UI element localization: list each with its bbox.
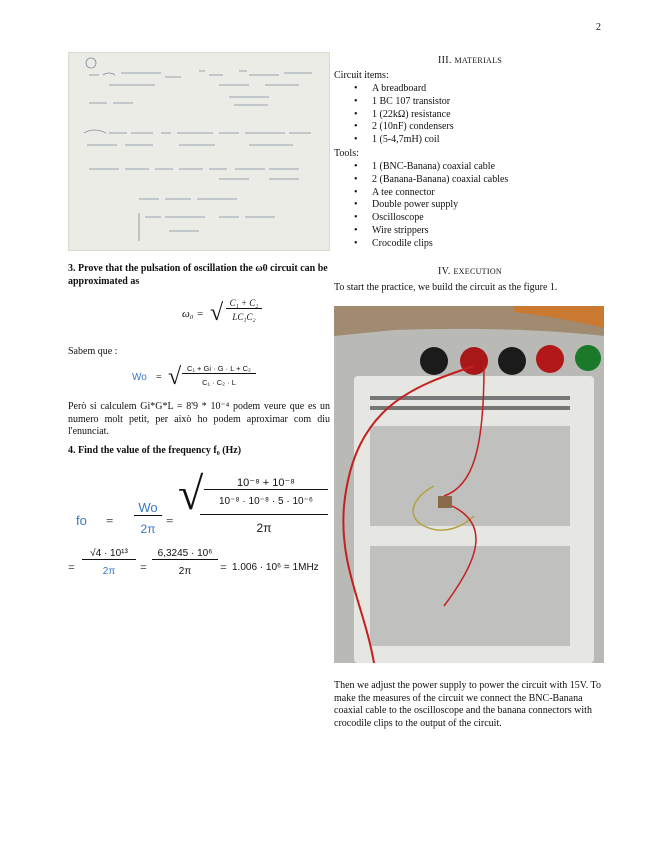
execution-title: EXECUTION xyxy=(453,267,502,276)
sqrt-result-numerator: √4 · 10¹³ xyxy=(82,548,136,560)
wo-numerator: Wo xyxy=(134,500,162,516)
question-4-title: 4. Find the value of the frequency f₀ (Hz) xyxy=(68,445,242,456)
wo-denominator: C₁ · C₂ · L xyxy=(202,378,236,387)
eq-sign: = xyxy=(68,560,75,574)
value-numerator: 6,3245 · 10⁶ xyxy=(152,548,218,560)
fraction-bar xyxy=(200,514,328,515)
materials-number: III. xyxy=(437,55,452,66)
list-item: • Wire strippers xyxy=(334,225,604,238)
list-item: • 1 BC 107 transistor xyxy=(334,96,604,109)
breadboard-photo xyxy=(334,306,604,663)
wo-lhs: Wo xyxy=(132,372,147,383)
wo-eq: = xyxy=(156,372,162,383)
circuit-items-label: Circuit items: xyxy=(334,70,389,81)
approximation-paragraph: Però si calculem Gi*G*L = 8'9 * 10⁻⁴ podem veure que es un numero molt petit, per això ho podem aproximar com diu l'enunciat. xyxy=(68,401,330,437)
list-item: • 1 (5-4,7mH) coil xyxy=(334,134,604,147)
sqrt-sign: √ xyxy=(178,468,204,519)
list-item: • 2 (10nF) condensers xyxy=(334,121,604,134)
handwritten-notes-photo xyxy=(68,52,330,251)
question-3-title: 3. Prove that the pulsation of oscillation the ω0 circuit can be approximated as xyxy=(68,263,328,287)
list-item: • 1 (22kΩ) resistance xyxy=(334,109,604,122)
execution-text: To start the practice, we build the circuit as the figure 1. xyxy=(334,282,558,293)
execution-heading xyxy=(380,266,560,277)
eq-sign: = xyxy=(220,560,227,574)
closing-paragraph: Then we adjust the power supply to power the circuit with 15V. To make the measures of the circuit we connect the BNC-Banana coaxial cable to the oscilloscope and the banana connectors with crocodile clips to the output of the circuit. xyxy=(334,680,601,729)
f0-symbol: fo xyxy=(76,513,87,528)
frequency-formula xyxy=(66,468,336,588)
list-item: • 2 (Banana-Banana) coaxial cables xyxy=(334,174,604,187)
list-item: • A tee connector xyxy=(334,187,604,200)
two-pi: 2π xyxy=(178,566,192,577)
tools-label: Tools: xyxy=(334,148,359,159)
materials-heading xyxy=(380,55,560,66)
two-pi: 2π xyxy=(256,521,272,535)
wo-numerator: C₁ + Gi · G · L + C₂ xyxy=(182,364,256,374)
list-item: • 1 (BNC-Banana) coaxial cable xyxy=(334,161,604,174)
eq-sign: = xyxy=(106,513,114,528)
wo-formula xyxy=(128,362,258,398)
two-pi: 2π xyxy=(102,566,116,577)
frequency-result: 1.006 · 10⁶ = 1MHz xyxy=(232,562,319,573)
two-pi: 2π xyxy=(140,522,156,536)
list-item: • Double power supply xyxy=(334,199,604,212)
eq-sign: = xyxy=(140,560,147,574)
omega-formula xyxy=(176,296,266,336)
sqrt-sign: √ xyxy=(168,364,182,390)
materials-title: MATERIALS xyxy=(454,56,503,65)
list-item: • A breadboard xyxy=(334,83,604,96)
tools-list xyxy=(334,161,604,251)
circuit-items-list xyxy=(334,83,604,147)
page-number: 2 xyxy=(596,22,601,33)
omega-denominator: LC₁C₂ xyxy=(232,312,256,322)
omega-numerator: C₁ + C₂ xyxy=(226,298,262,309)
sabem-label: Sabem que : xyxy=(68,346,118,357)
execution-number: IV. xyxy=(438,266,451,277)
sqrt-numerator: 10⁻⁸ + 10⁻⁸ xyxy=(204,476,328,490)
list-item: • Crocodile clips xyxy=(334,238,604,251)
eq-sign: = xyxy=(166,513,174,528)
sqrt-denominator: 10⁻⁸ · 10⁻⁸ · 5 · 10⁻⁶ xyxy=(219,496,313,507)
sqrt-sign: √ xyxy=(210,300,224,326)
omega-lhs: ω₀ = xyxy=(182,308,204,320)
list-item: • Oscilloscope xyxy=(334,212,604,225)
